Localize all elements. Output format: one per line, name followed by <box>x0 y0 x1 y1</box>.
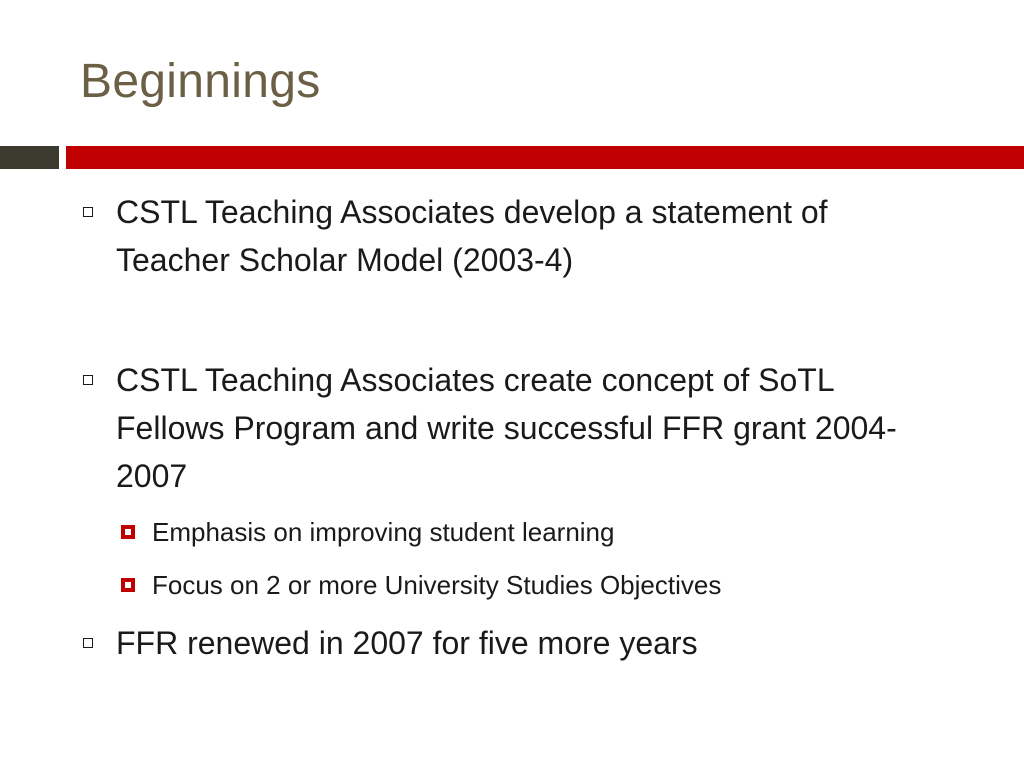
sub-bullet-text: Emphasis on improving student learning <box>152 517 615 547</box>
title-divider-red <box>66 146 1024 169</box>
hollow-square-bullet-icon <box>83 375 93 385</box>
sub-bullet-item <box>152 514 952 550</box>
bullet-item <box>116 356 946 500</box>
title-divider-dark <box>0 146 59 169</box>
hollow-square-bullet-icon <box>83 638 93 648</box>
bullet-text: CSTL Teaching Associates create concept of SoTL Fellows Program and write successful FFR grant 2004-2007 <box>116 362 897 494</box>
slide-title: Beginnings <box>80 55 321 108</box>
sub-bullet-item <box>152 567 952 603</box>
bullet-text: FFR renewed in 2007 for five more years <box>116 625 698 661</box>
sub-bullet-text: Focus on 2 or more University Studies Objectives <box>152 570 722 600</box>
red-square-bullet-icon <box>121 525 135 539</box>
red-square-bullet-icon <box>121 578 135 592</box>
hollow-square-bullet-icon <box>83 207 93 217</box>
bullet-item <box>116 619 946 667</box>
bullet-item <box>116 188 946 284</box>
bullet-text: CSTL Teaching Associates develop a statement of Teacher Scholar Model (2003-4) <box>116 194 828 278</box>
